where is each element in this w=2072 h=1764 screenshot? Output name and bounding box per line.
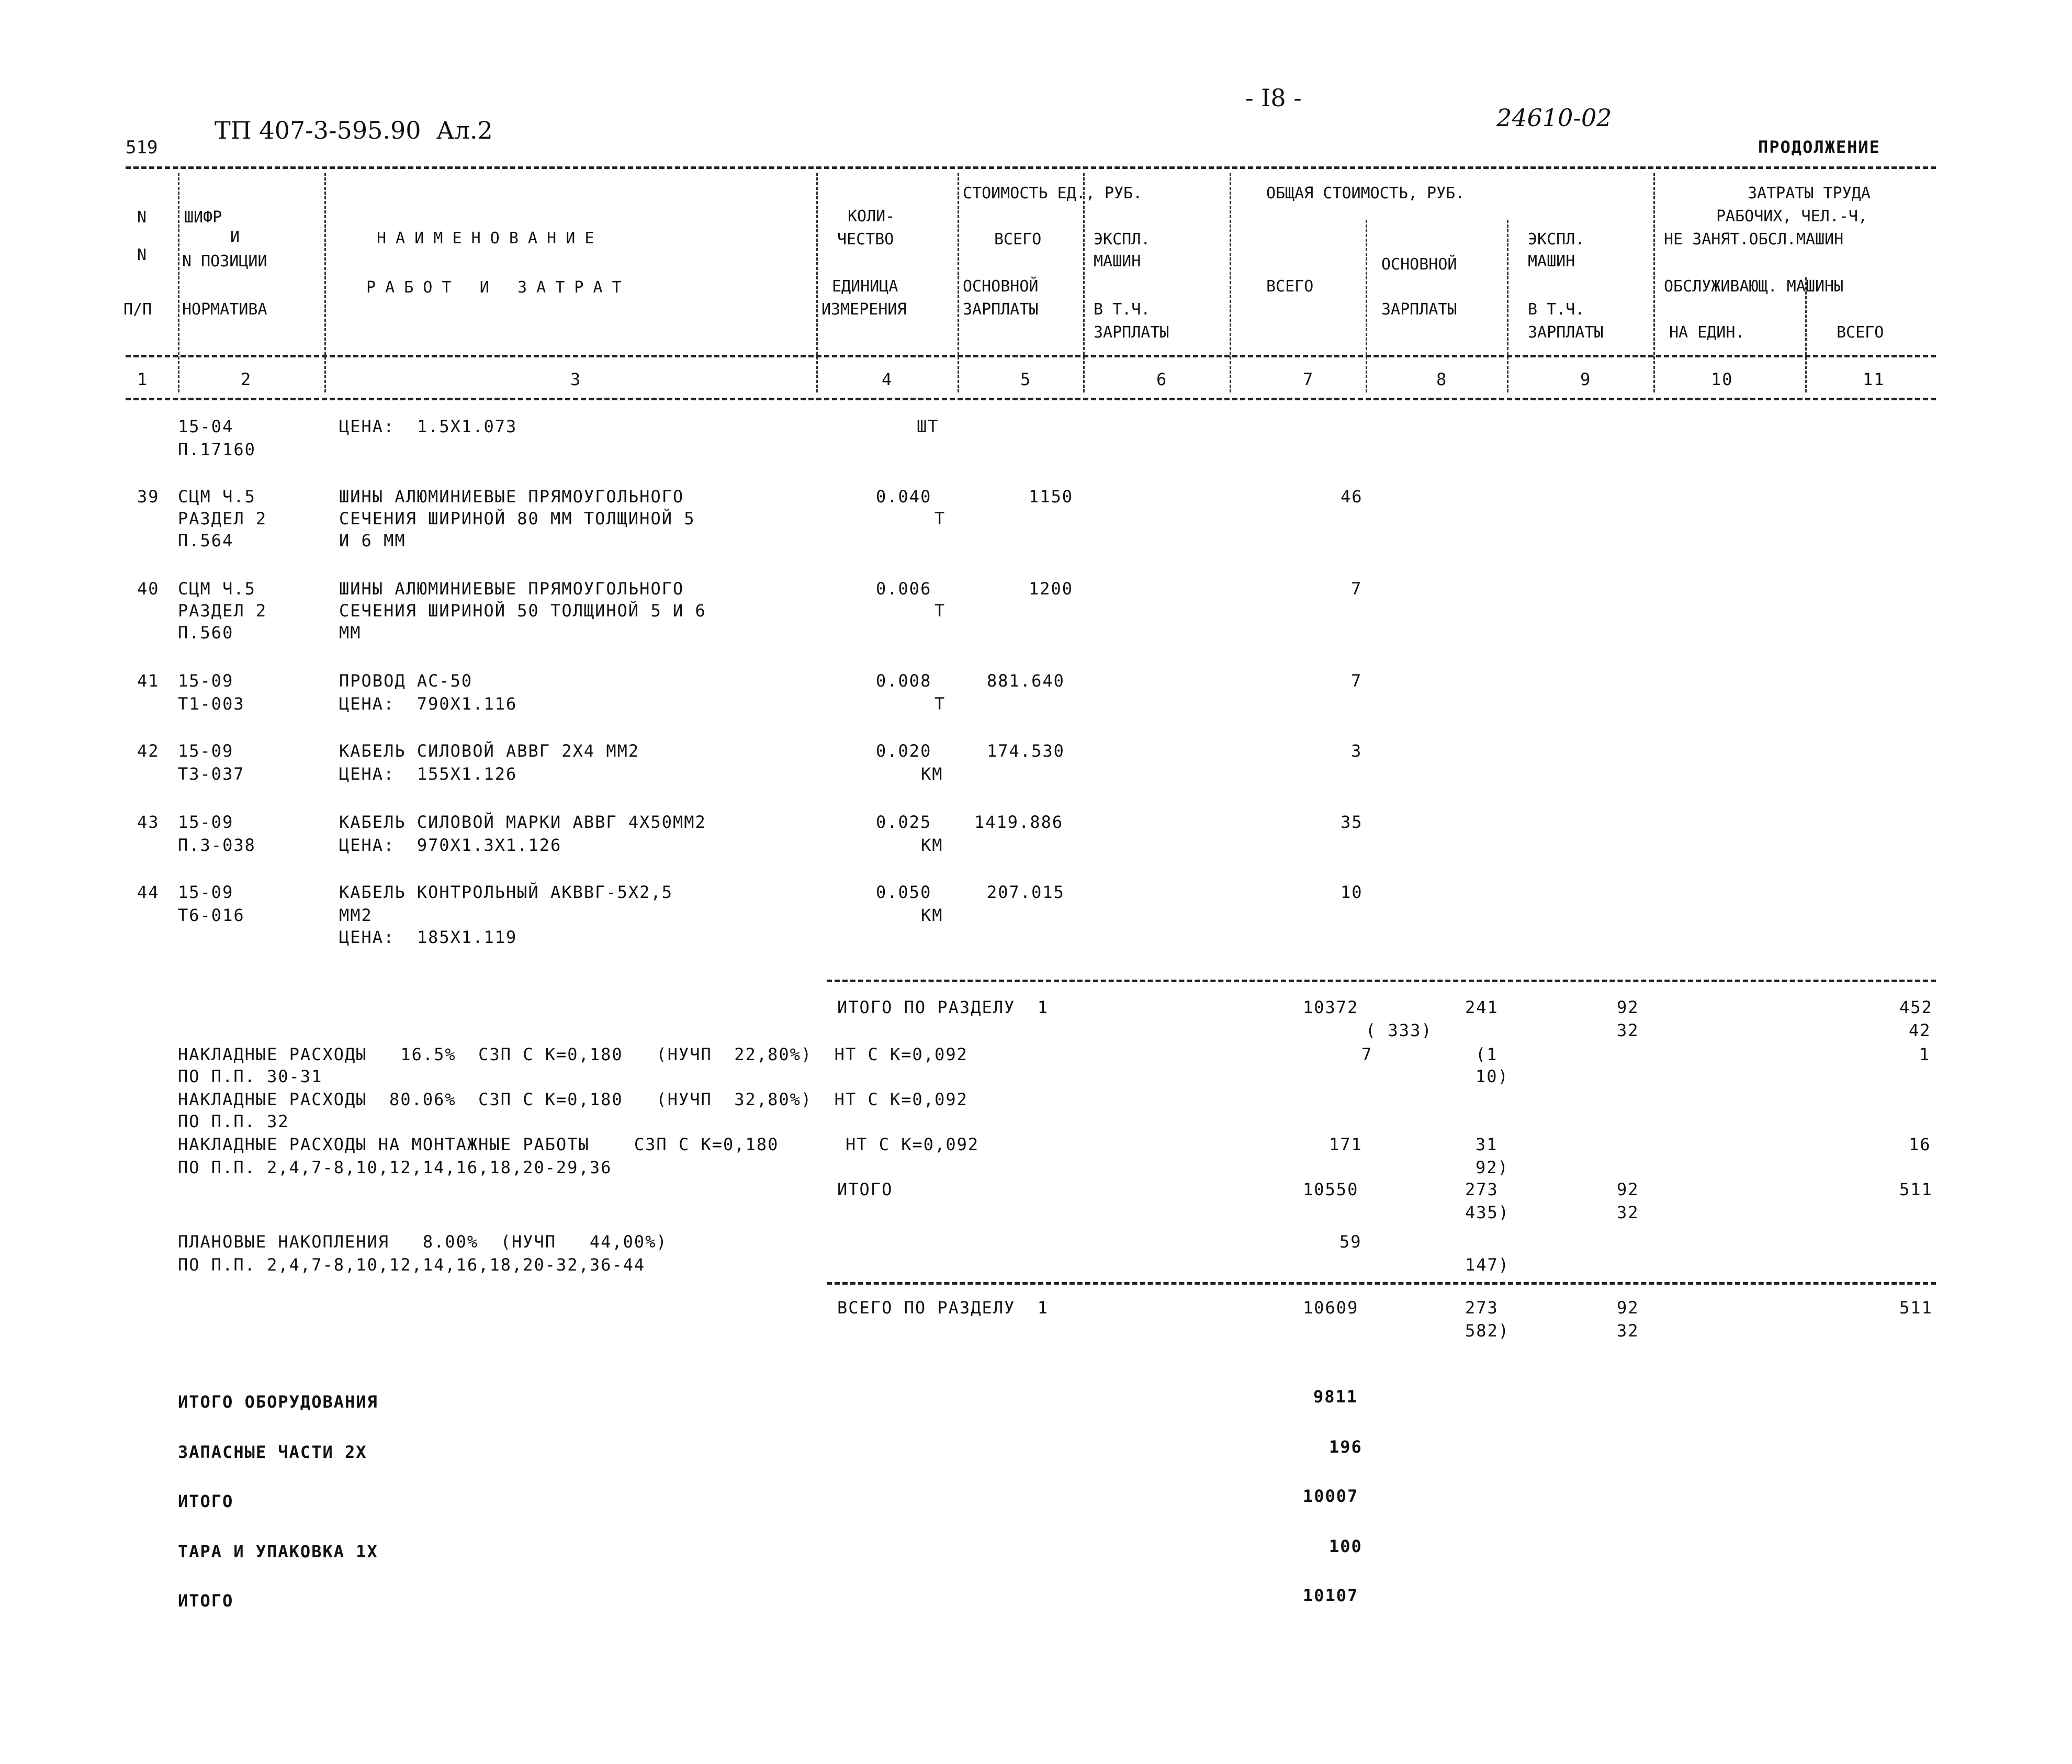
header-col7: ВСЕГО: [1266, 277, 1314, 296]
row-unit-price: 1200: [1029, 579, 1074, 599]
overhead-3-line2: ПО П.П. 2,4,7-8,10,12,14,16,18,20-29,36: [178, 1158, 612, 1177]
equipment-total-label: ИТОГО ОБОРУДОВАНИЯ: [178, 1392, 378, 1412]
itogo-razdel-col11: 452: [1899, 997, 1933, 1017]
row-unit: КМ: [921, 905, 943, 925]
planned-savings-line1: ПЛАНОВЫЕ НАКОПЛЕНИЯ 8.00% (НУЧП 44,00%): [178, 1232, 668, 1252]
itogo-razdel-label: ИТОГО ПО РАЗДЕЛУ 1: [837, 997, 1049, 1017]
overhead-1-col11: 1: [1919, 1044, 1931, 1064]
labor-title-line2: РАБОЧИХ, ЧЕЛ.-Ч,: [1716, 207, 1867, 226]
row-quantity: 0.020: [876, 741, 932, 761]
header-col9-line2: МАШИН: [1528, 252, 1575, 271]
row-name: ЦЕНА: 1.5X1.073: [339, 417, 517, 436]
row-unit-price: 207.015: [987, 882, 1065, 902]
column-separator: [324, 173, 326, 392]
row-name: ПРОВОД АС-50: [339, 671, 473, 691]
header-col10: НА ЕДИН.: [1669, 323, 1745, 342]
row-unit: КМ: [921, 835, 943, 855]
row-name: КАБЕЛЬ КОНТРОЛЬНЫЙ АКВВГ-5Х2,5: [339, 882, 673, 902]
header-col1-line2: N: [137, 246, 147, 264]
grand-total-label: ИТОГО: [178, 1591, 234, 1611]
overhead-1-col8: (1: [1476, 1044, 1498, 1064]
labor-sub-line1: НЕ ЗАНЯТ.ОБСЛ.МАШИН: [1664, 230, 1844, 249]
header-col4-line4: ИЗМЕРЕНИЯ: [821, 300, 907, 319]
header-col2-line2: И: [230, 228, 240, 246]
overhead-2-line2: ПО П.П. 32: [178, 1111, 289, 1131]
header-col3-line1: Н А И М Е Н О В А Н И Е: [377, 229, 594, 248]
subtotal-value: 10007: [1303, 1486, 1359, 1506]
column-number: 3: [570, 369, 582, 389]
row-number: 44: [137, 882, 160, 902]
itogo-col8b: 435): [1465, 1203, 1510, 1222]
row-code: П.17160: [178, 440, 256, 459]
header-col1-line1: N: [137, 208, 147, 227]
row-name: И 6 ММ: [339, 531, 406, 550]
continuation-label: ПРОДОЛЖЕНИЕ: [1758, 137, 1880, 157]
row-code: П.564: [178, 531, 234, 550]
row-code: 15-09: [178, 812, 234, 832]
unit-cost-title: СТОИМОСТЬ ЕД., РУБ.: [963, 184, 1143, 203]
row-name: ММ2: [339, 905, 373, 925]
header-col9-line1: ЭКСПЛ.: [1528, 230, 1585, 249]
planned-savings-col7: 59: [1339, 1232, 1362, 1252]
row-unit: Т: [934, 601, 946, 621]
overhead-2-line1: НАКЛАДНЫЕ РАСХОДЫ 80.06% СЗП С К=0,180 (НУЧП 32,80%) НТ С К=0,092: [178, 1089, 968, 1109]
row-name: ММ: [339, 623, 362, 643]
row-total: 35: [1341, 812, 1363, 832]
header-col6-line3: В Т.Ч.: [1094, 300, 1151, 319]
header-col6-line4: ЗАРПЛАТЫ: [1094, 323, 1169, 342]
header-col1-line3: П/П: [123, 300, 152, 319]
header-col5-line1: ВСЕГО: [994, 230, 1042, 249]
itogo-col9: 92: [1617, 1179, 1639, 1199]
vsego-razdel-col8b: 582): [1465, 1321, 1510, 1341]
row-unit: ШТ: [917, 417, 939, 436]
header-col3-line2: Р А Б О Т И З А Т Р А Т: [366, 278, 622, 297]
itogo-col7: 10550: [1303, 1179, 1359, 1199]
summary-rule: [827, 980, 1936, 982]
column-number: 1: [137, 369, 149, 389]
row-name: КАБЕЛЬ СИЛОВОЙ АВВГ 2Х4 ММ2: [339, 741, 640, 761]
overhead-3-col11: 16: [1909, 1134, 1931, 1154]
total-cost-title: ОБЩАЯ СТОИМОСТЬ, РУБ.: [1266, 184, 1465, 203]
itogo-label: ИТОГО: [837, 1179, 893, 1199]
itogo-razdel-col8b: ( 333): [1366, 1020, 1433, 1040]
header-rule-bottom: [126, 355, 1936, 357]
header-col8-line1: ОСНОВНОЙ: [1381, 255, 1457, 274]
row-name: ЦЕНА: 155X1.126: [339, 764, 517, 784]
column-number: 10: [1711, 369, 1733, 389]
column-separator: [1366, 220, 1367, 392]
handwritten-code: 24610-02: [1496, 104, 1612, 132]
row-number: 42: [137, 741, 160, 761]
row-code: 15-04: [178, 417, 234, 436]
column-number: 11: [1863, 369, 1885, 389]
row-unit-price: 1150: [1029, 487, 1074, 507]
header-col11: ВСЕГО: [1837, 323, 1884, 342]
vsego-razdel-label: ВСЕГО ПО РАЗДЕЛУ 1: [837, 1298, 1049, 1318]
document-reference: ТП 407-3-595.90 Ал.2: [215, 116, 493, 144]
row-code: П.560: [178, 623, 234, 643]
row-code: Т1-003: [178, 694, 245, 714]
vsego-razdel-col8: 273: [1465, 1298, 1499, 1318]
column-number: 7: [1303, 369, 1314, 389]
header-col9-line4: ЗАРПЛАТЫ: [1528, 323, 1604, 342]
planned-savings-col8b: 147): [1465, 1255, 1510, 1275]
row-quantity: 0.040: [876, 487, 932, 507]
column-number: 4: [882, 369, 893, 389]
spare-parts-value: 196: [1329, 1437, 1362, 1457]
header-col5-line2: ОСНОВНОЙ: [963, 277, 1039, 296]
row-name: ШИНЫ АЛЮМИНИЕВЫЕ ПРЯМОУГОЛЬНОГО: [339, 487, 684, 507]
row-code: РАЗДЕЛ 2: [178, 601, 267, 621]
row-code: 15-09: [178, 741, 234, 761]
itogo-col11: 511: [1899, 1179, 1933, 1199]
column-separator: [1507, 220, 1508, 392]
itogo-col9b: 32: [1617, 1203, 1639, 1222]
overhead-3-col8b: 92): [1476, 1158, 1509, 1177]
row-number: 40: [137, 579, 160, 599]
column-numbers-rule: [126, 398, 1936, 400]
vsego-razdel-col11: 511: [1899, 1298, 1933, 1318]
row-name: ЦЕНА: 970X1.3X1.126: [339, 835, 562, 855]
column-separator: [958, 173, 959, 392]
packaging-label: ТАРА И УПАКОВКА 1Х: [178, 1542, 378, 1561]
row-code: РАЗДЕЛ 2: [178, 509, 267, 529]
itogo-razdel-col11b: 42: [1909, 1020, 1931, 1040]
row-quantity: 0.006: [876, 579, 932, 599]
labor-title-line1: ЗАТРАТЫ ТРУДА: [1748, 184, 1871, 203]
row-name: ШИНЫ АЛЮМИНИЕВЫЕ ПРЯМОУГОЛЬНОГО: [339, 579, 684, 599]
packaging-value: 100: [1329, 1536, 1362, 1556]
header-rule-top: [126, 166, 1936, 169]
overhead-1-col7: 7: [1361, 1044, 1373, 1064]
overhead-3-col8: 31: [1476, 1134, 1498, 1154]
sheet-number: 519: [126, 137, 158, 158]
overhead-1-line1: НАКЛАДНЫЕ РАСХОДЫ 16.5% СЗП С К=0,180 (НУЧП 22,80%) НТ С К=0,092: [178, 1044, 968, 1064]
overhead-1-line2: ПО П.П. 30-31: [178, 1066, 323, 1086]
row-unit: Т: [934, 694, 946, 714]
header-col4-line2: ЧЕСТВО: [837, 230, 894, 249]
vsego-razdel-col9b: 32: [1617, 1321, 1639, 1341]
header-col9-line3: В Т.Ч.: [1528, 300, 1585, 319]
header-col6-line2: МАШИН: [1094, 252, 1141, 271]
vsego-razdel-col9: 92: [1617, 1298, 1639, 1318]
header-col2-line1: ШИФР: [184, 208, 222, 227]
column-number: 5: [1020, 369, 1032, 389]
planned-savings-line2: ПО П.П. 2,4,7-8,10,12,14,16,18,20-32,36-44: [178, 1255, 646, 1275]
grand-total-value: 10107: [1303, 1586, 1359, 1605]
itogo-razdel-col7: 10372: [1303, 997, 1359, 1017]
row-unit: КМ: [921, 764, 943, 784]
row-number: 41: [137, 671, 160, 691]
column-separator: [1653, 173, 1655, 392]
row-code: СЦМ Ч.5: [178, 487, 256, 507]
header-col6-line1: ЭКСПЛ.: [1094, 230, 1151, 249]
header-col8-line2: ЗАРПЛАТЫ: [1381, 300, 1457, 319]
row-total: 10: [1341, 882, 1363, 902]
row-name: КАБЕЛЬ СИЛОВОЙ МАРКИ АВВГ 4Х50ММ2: [339, 812, 706, 832]
row-unit-price: 174.530: [987, 741, 1065, 761]
row-unit-price: 1419.886: [974, 812, 1064, 832]
column-number: 2: [241, 369, 252, 389]
row-number: 39: [137, 487, 160, 507]
row-code: П.3-038: [178, 835, 256, 855]
overhead-1-col8b: 10): [1476, 1066, 1509, 1086]
row-code: Т6-016: [178, 905, 245, 925]
column-separator: [1083, 173, 1085, 392]
row-quantity: 0.025: [876, 812, 932, 832]
row-total: 7: [1351, 579, 1362, 599]
row-code: 15-09: [178, 882, 234, 902]
row-name: ЦЕНА: 185X1.119: [339, 927, 517, 947]
equipment-total-value: 9811: [1313, 1387, 1358, 1407]
column-separator: [178, 173, 179, 392]
row-total: 3: [1351, 741, 1362, 761]
row-quantity: 0.008: [876, 671, 932, 691]
vsego-razdel-col7: 10609: [1303, 1298, 1359, 1318]
row-name: СЕЧЕНИЯ ШИРИНОЙ 80 ММ ТОЛЩИНОЙ 5: [339, 509, 695, 529]
header-col5-line3: ЗАРПЛАТЫ: [963, 300, 1039, 319]
column-number: 6: [1156, 369, 1168, 389]
subtotal-label: ИТОГО: [178, 1491, 234, 1511]
itogo-razdel-col8: 241: [1465, 997, 1499, 1017]
header-col2-line3: N ПОЗИЦИИ: [182, 252, 267, 271]
row-name: СЕЧЕНИЯ ШИРИНОЙ 50 ТОЛЩИНОЙ 5 И 6: [339, 601, 706, 621]
header-col4-line1: КОЛИ-: [848, 207, 895, 226]
column-separator: [816, 173, 818, 392]
itogo-razdel-col9: 92: [1617, 997, 1639, 1017]
row-quantity: 0.050: [876, 882, 932, 902]
row-unit-price: 881.640: [987, 671, 1065, 691]
row-code: СЦМ Ч.5: [178, 579, 256, 599]
row-code: 15-09: [178, 671, 234, 691]
row-total: 46: [1341, 487, 1363, 507]
section-total-rule: [827, 1282, 1936, 1285]
column-separator: [1230, 173, 1231, 392]
itogo-razdel-col9b: 32: [1617, 1020, 1639, 1040]
column-number: 8: [1436, 369, 1448, 389]
row-unit: Т: [934, 509, 946, 529]
header-col4-line3: ЕДИНИЦА: [832, 277, 898, 296]
row-number: 43: [137, 812, 160, 832]
spare-parts-label: ЗАПАСНЫЕ ЧАСТИ 2Х: [178, 1442, 367, 1462]
overhead-3-line1: НАКЛАДНЫЕ РАСХОДЫ НА МОНТАЖНЫЕ РАБОТЫ СЗП С К=0,180 НТ С К=0,092: [178, 1134, 979, 1154]
page-number: - I8 -: [1245, 84, 1302, 112]
row-code: Т3-037: [178, 764, 245, 784]
row-total: 7: [1351, 671, 1362, 691]
labor-sub-line2: ОБСЛУЖИВАЮЩ. МАШИНЫ: [1664, 277, 1844, 296]
row-name: ЦЕНА: 790X1.116: [339, 694, 517, 714]
column-number: 9: [1580, 369, 1592, 389]
header-col2-line4: НОРМАТИВА: [182, 300, 267, 319]
overhead-3-col7: 171: [1329, 1134, 1362, 1154]
itogo-col8: 273: [1465, 1179, 1499, 1199]
